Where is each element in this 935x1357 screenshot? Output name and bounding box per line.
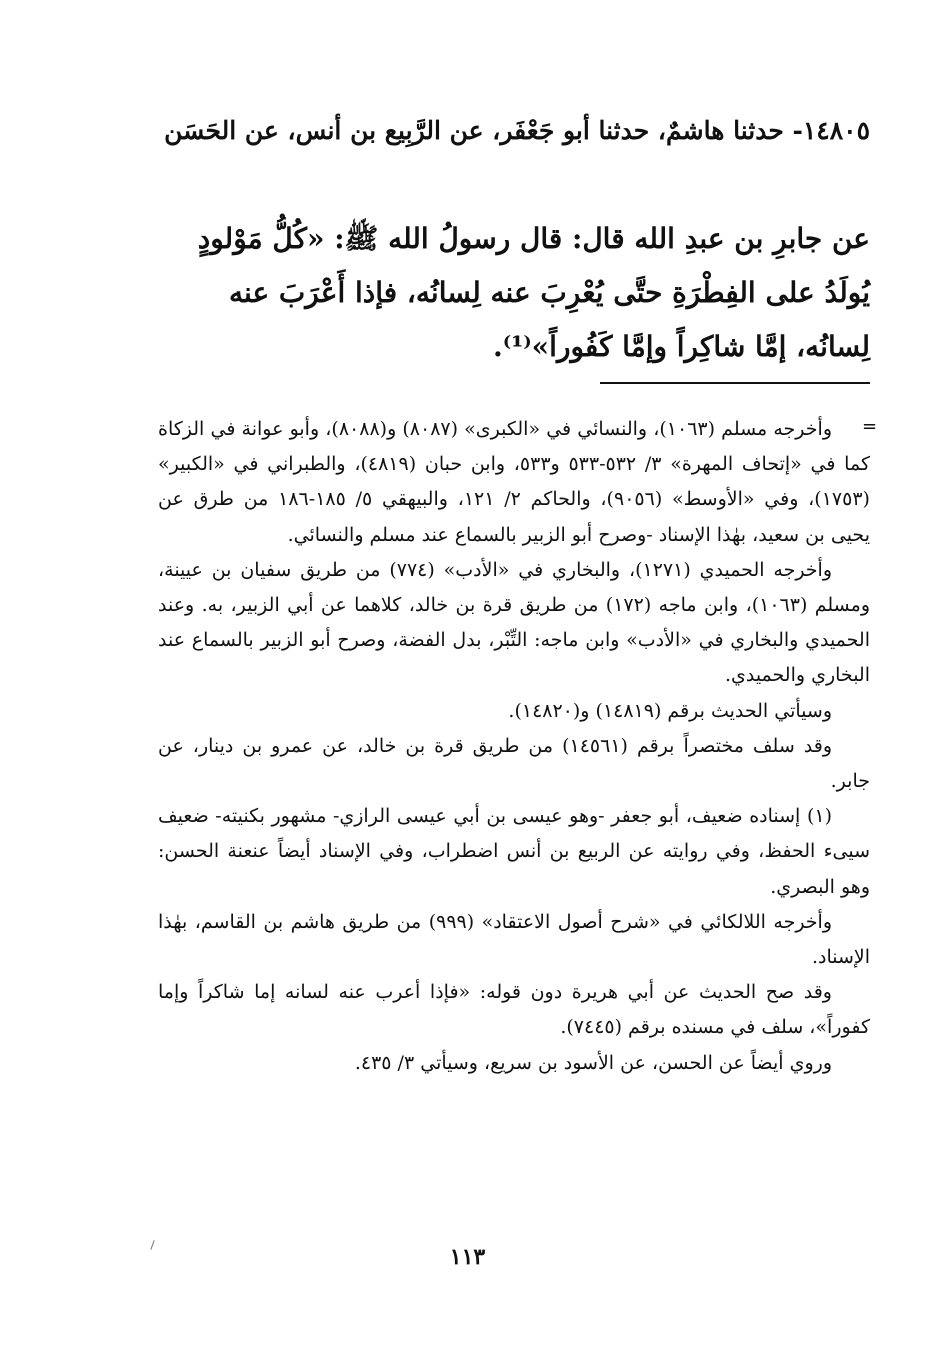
hadith-isnad: ١٤٨٠٥- حدثنا هاشمٌ، حدثنا أبو جَعْفَر، عن الرَّبِيع بن أنس، عن الحَسَن — [164, 116, 870, 145]
footnote-paragraph: وسيأتي الحديث برقم (١٤٨١٩) و(١٤٨٢٠). — [508, 699, 832, 722]
footnote-paragraph: وأخرجه مسلم (١٠٦٣)، والنسائي في «الكبرى» (٨٠٨٧) و(٨٠٨٨)، وأبو عوانة في الزكاة كما في «إتحاف المهرة» ٣/ ٥٣٢-٥٣٣ و٥٣٣، وابن حبان (٤٨١٩)، والطبراني في «الكبير» (١٧٥٣)، وفي «الأوسط» (٩٠٥٦)، والحاكم ٢/ ١٢١، والبيهقي ٥/ ١٨٥-١٨٦ من طرق عن يحيى بن سعيد، بهٰذا الإسناد -وصرح أبو الزبير بالسماع عند مسلم والنسائي. — [158, 418, 870, 546]
hadith-matn: عن جابرِ بن عبدِ الله قال: قال رسولُ الله ﷺ: «كُلُّ مَوْلودٍ يُولَدُ على الفِطْرَةِ حتَّى يُعْرِبَ عنه لِسانُه، فإذا أَعْرَبَ عنه لِسانُه، إمَّا شاكِراً وإمَّا كَفُوراً»⁽¹⁾. — [197, 222, 870, 363]
footnote-paragraph: وأخرجه الحميدي (١٢٧١)، والبخاري في «الأدب» (٧٧٤) من طريق سفيان بن عيينة، ومسلم (١٠٦٣)، وابن ماجه (١٧٢) من طريق قرة بن خالد، كلاهما عن أبي الزبير، به. وعند الحميدي والبخاري في «الأدب» وابن ماجه: التِّبْر، بدل الفضة، وصرح أبو الزبير بالسماع عند البخاري والحميدي. — [158, 558, 870, 687]
footnote-paragraph: وأخرجه اللالكائي في «شرح أصول الاعتقاد» (٩٩٩) من طريق هاشم بن القاسم، بهٰذا الإسناد. — [158, 910, 870, 969]
footnote-continuation-mark: = — [862, 416, 878, 437]
footnote-paragraph: وروي أيضاً عن الحسن، عن الأسود بن سريع، وسيأتي ٣/ ٤٣٥. — [354, 1051, 832, 1074]
footnote-separator — [600, 382, 870, 384]
page-number: ١١٣ — [449, 1244, 486, 1270]
footnotes-block — [158, 412, 870, 1081]
footnote-paragraph: (١) إسناده ضعيف، أبو جعفر -وهو عيسى بن أبي عيسى الرازي- مشهور بكنيته- ضعيف سيىء الحفظ، وفي روايته عن الربيع بن أنس اضطراب، وفي الإسناد أيضاً عنعنة الحسن: وهو البصري. — [158, 805, 870, 898]
footnote-paragraph: وقد سلف مختصراً برقم (١٤٥٦١) من طريق قرة بن خالد، عن عمرو بن دينار، عن جابر. — [158, 734, 870, 793]
footnote-paragraph: وقد صح الحديث عن أبي هريرة دون قوله: «فإذا أعرب عنه لسانه إما شاكراً وإما كفوراً»، سلف في مسنده برقم (٧٤٤٥). — [158, 981, 870, 1039]
